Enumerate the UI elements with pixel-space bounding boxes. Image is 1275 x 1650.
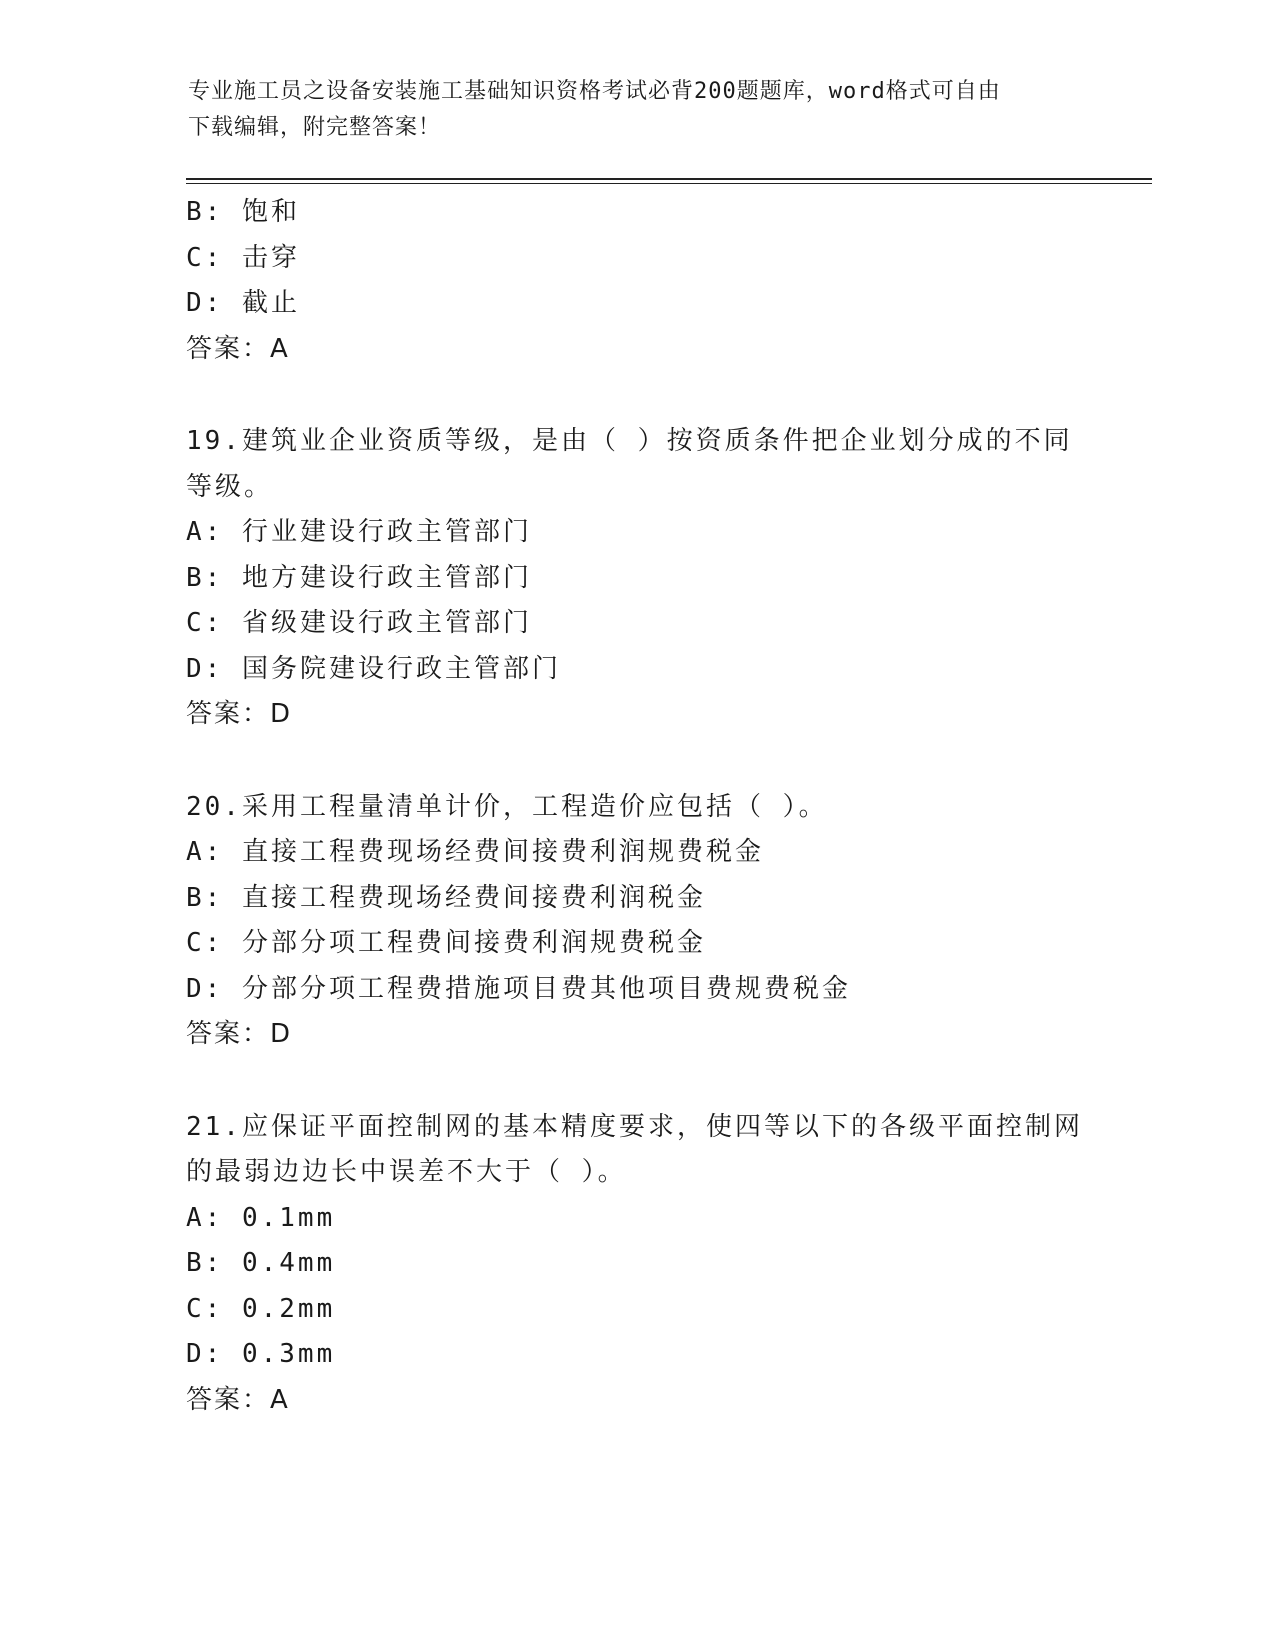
question-19: [186, 419, 1086, 738]
question-stem: 20.采用工程量清单计价，工程造价应包括（ ）。: [186, 791, 828, 822]
question-stem-cont: 等级。: [186, 471, 274, 502]
header-divider-thick: [186, 178, 1152, 180]
answer: 答案：D: [186, 1019, 293, 1049]
option-c: C: 击穿: [186, 242, 300, 273]
option-c: C: 省级建设行政主管部门: [186, 608, 532, 638]
option-d: D: 国务院建设行政主管部门: [186, 653, 561, 684]
option-c: C: 分部分项工程费间接费利润规费税金: [186, 928, 706, 958]
option-b: B: 地方建设行政主管部门: [186, 562, 532, 593]
question-20: [186, 785, 1086, 1058]
option-b: B: 饱和: [186, 197, 300, 227]
question-list: [186, 190, 1086, 1423]
option-b: B: 直接工程费现场经费间接费利润税金: [186, 882, 706, 913]
option-d: D: 截止: [186, 288, 300, 318]
answer: 答案：A: [186, 1384, 290, 1415]
document-header: [188, 74, 1088, 146]
option-b: B: 0.4mm: [186, 1248, 336, 1278]
option-a: A: 直接工程费现场经费间接费利润规费税金: [186, 837, 764, 867]
answer: 答案：D: [186, 699, 293, 729]
question-stem: 19.建筑业企业资质等级，是由（ ）按资质条件把企业划分成的不同: [186, 426, 1073, 456]
header-line-2: 下载编辑，附完整答案！: [188, 115, 442, 140]
header-divider-thin: [186, 183, 1152, 184]
answer: 答案：A: [186, 333, 290, 364]
option-c: C: 0.2mm: [186, 1293, 336, 1324]
question-18-tail: [186, 190, 1086, 372]
header-line-1: 专业施工员之设备安装施工基础知识资格考试必背200题题库，word格式可自由: [188, 79, 1001, 104]
question-stem: 21.应保证平面控制网的基本精度要求，使四等以下的各级平面控制网: [186, 1111, 1083, 1142]
option-d: D: 分部分项工程费措施项目费其他项目费规费税金: [186, 973, 851, 1004]
option-d: D: 0.3mm: [186, 1339, 336, 1369]
question-stem-cont: 的最弱边边长中误差不大于（ ）。: [186, 1157, 627, 1187]
question-21: [186, 1105, 1086, 1424]
option-a: A: 行业建设行政主管部门: [186, 517, 532, 547]
option-a: A: 0.1mm: [186, 1202, 336, 1233]
